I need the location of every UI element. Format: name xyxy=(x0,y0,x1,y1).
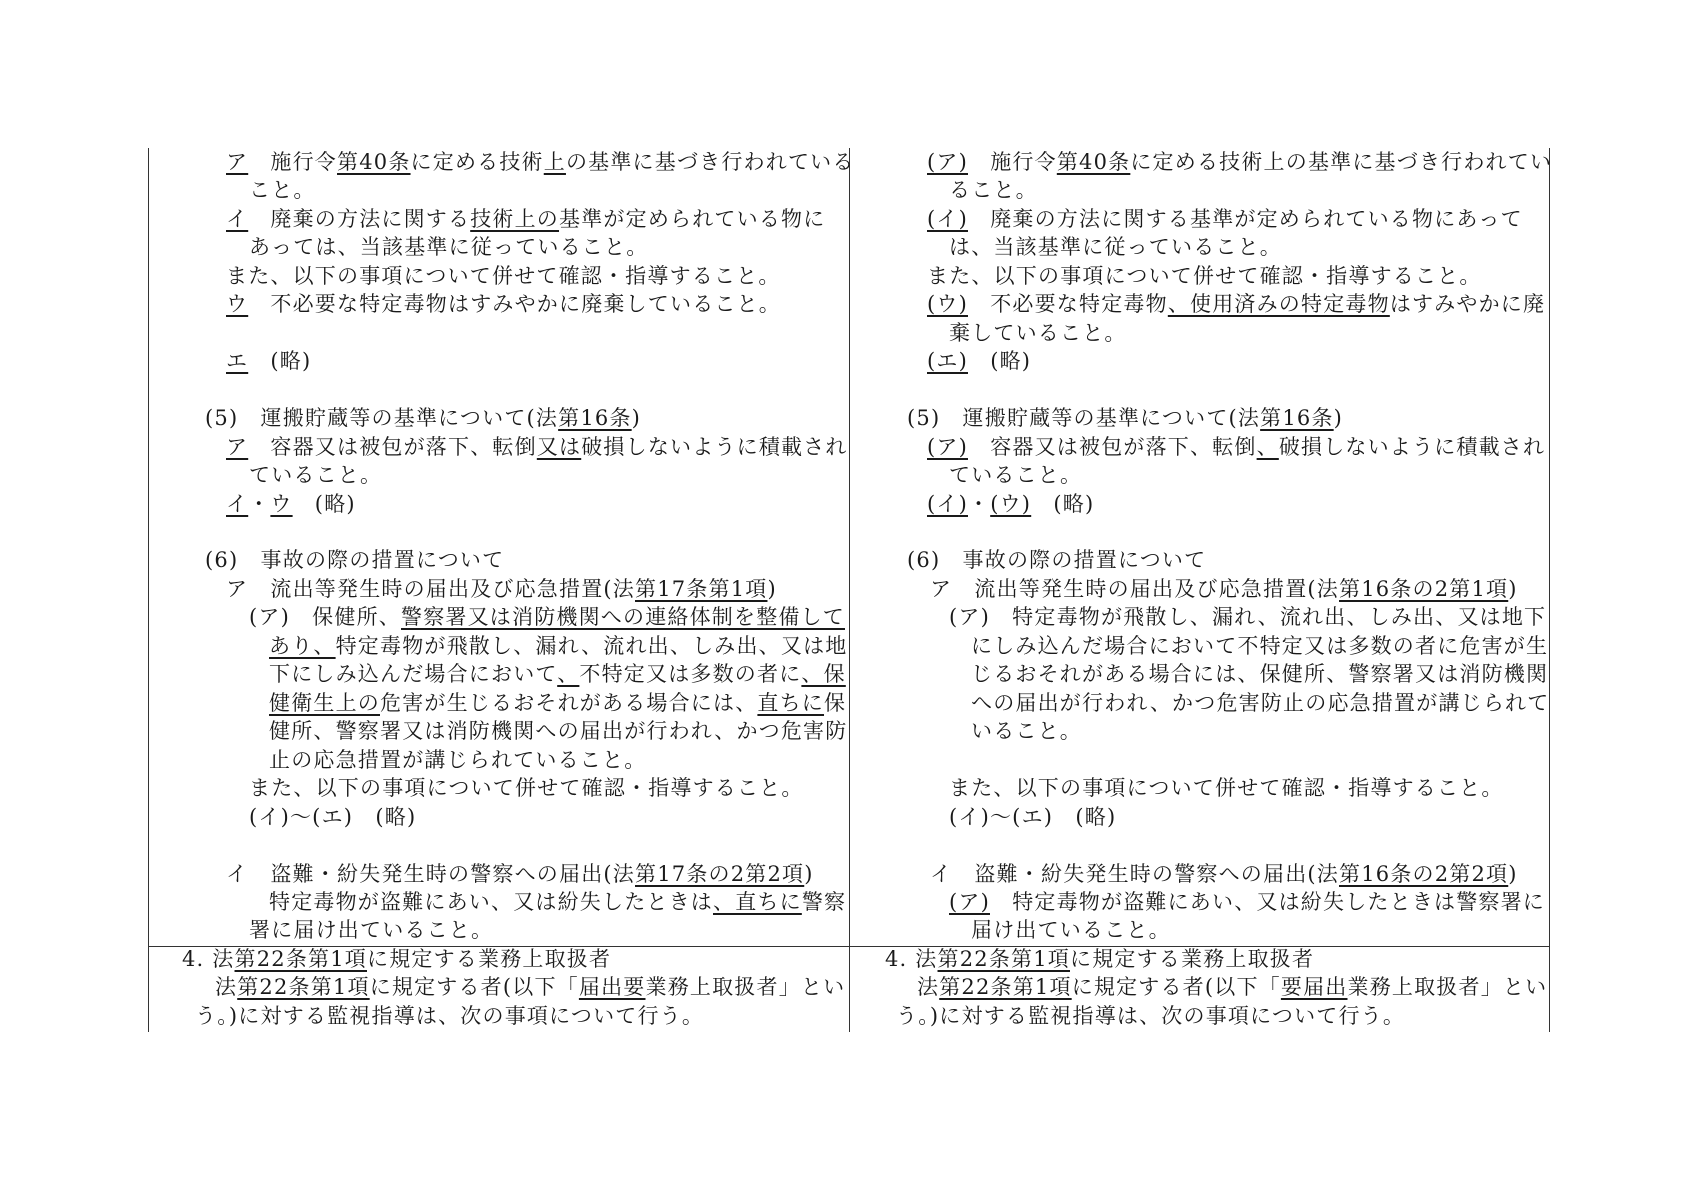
right-text-line xyxy=(927,347,1031,375)
right-text-line xyxy=(917,973,1547,1001)
text-segment: 下にしみ込んだ場合において xyxy=(269,662,558,687)
text-segment: ること。 xyxy=(949,178,1038,203)
amended-text: 直ちに xyxy=(757,690,825,715)
text-segment: 破損しないように積載され xyxy=(581,434,848,459)
text-segment: 警察 xyxy=(801,889,847,914)
text-segment: ) xyxy=(1333,406,1344,431)
amended-text: 技術上の xyxy=(470,206,560,231)
right-text-line xyxy=(927,490,1094,518)
text-segment: 届け出ていること。 xyxy=(971,918,1171,943)
amended-text: イ xyxy=(226,206,249,231)
right-text-line xyxy=(971,660,1548,688)
text-segment: (略) xyxy=(248,349,312,374)
right-text-line xyxy=(927,290,1545,318)
text-segment: に規定する者(以下「 xyxy=(369,975,579,1000)
amended-text: (ア) xyxy=(949,889,990,914)
amended-text: ウ xyxy=(270,491,293,516)
right-text-line xyxy=(927,205,1523,233)
text-segment: に定める技術 xyxy=(410,150,544,174)
amended-text: (イ) xyxy=(927,491,968,516)
amended-text: (ウ) xyxy=(990,491,1032,516)
right-text-line xyxy=(949,461,1082,489)
amended-text: あり、 xyxy=(269,633,336,658)
right-text-line xyxy=(896,1002,1405,1030)
amended-text: 、直ちに xyxy=(713,889,802,914)
amended-text: (エ) xyxy=(927,349,968,374)
right-text-line xyxy=(949,888,1545,916)
text-segment: ていること。 xyxy=(949,463,1083,488)
text-segment: 特定毒物が飛散し、漏れ、流れ出、しみ出、又は地 xyxy=(335,633,848,658)
text-segment: ア 流出等発生時の届出及び応急措置(法 xyxy=(930,576,1339,601)
right-text-line xyxy=(949,176,1038,204)
text-segment: 基準が定められている物に xyxy=(559,206,826,231)
text-segment: 4. 法 xyxy=(885,946,938,971)
text-segment: (イ)～(エ) (略) xyxy=(249,804,417,829)
text-segment: に規定する業務上取扱者 xyxy=(367,946,612,971)
text-segment: 施行令 xyxy=(968,150,1057,174)
text-segment: また、以下の事項について併せて確認・指導すること。 xyxy=(949,776,1504,801)
text-segment: 特定毒物が盗難にあい、又は紛失したときは xyxy=(269,889,713,914)
amended-text: (イ) xyxy=(927,206,968,231)
right-text-line xyxy=(949,803,1116,831)
right-text-line xyxy=(949,603,1546,631)
text-segment: (ア) 保健所、 xyxy=(249,605,401,630)
amended-text: 健衛生上の xyxy=(269,690,380,715)
text-segment: 不必要な特定毒物 xyxy=(968,292,1168,317)
text-segment: う。)に対する監視指導は、次の事項について行う。 xyxy=(195,1003,705,1028)
amended-text: (ウ) xyxy=(927,292,968,317)
text-segment: あっては、当該基準に従っていること。 xyxy=(249,235,649,260)
text-segment: 棄していること。 xyxy=(949,320,1127,345)
text-segment: ていること。 xyxy=(249,463,383,488)
text-segment: にしみ込んだ場合において不特定又は多数の者に危害が生 xyxy=(971,633,1549,658)
amended-text: (ア) xyxy=(927,150,968,174)
text-segment: う。)に対する監視指導は、次の事項について行う。 xyxy=(896,1003,1406,1028)
amended-text: 第22条第1項 xyxy=(237,975,370,1000)
amended-text: 第40条 xyxy=(1056,150,1131,174)
text-segment: への届出が行われ、かつ危害防止の応急措置が講じられて xyxy=(971,690,1550,715)
text-segment: 署に届け出ていること。 xyxy=(249,918,494,943)
text-segment: ・ xyxy=(248,491,271,516)
amended-text: 届出要 xyxy=(578,975,646,1000)
text-segment: また、以下の事項について併せて確認・指導すること。 xyxy=(226,263,781,288)
right-text-line xyxy=(927,262,1482,290)
text-segment: はすみやかに廃 xyxy=(1389,292,1546,317)
text-segment: (略) xyxy=(292,491,356,516)
text-segment: こと。 xyxy=(249,178,316,203)
text-segment: 法 xyxy=(215,975,238,1000)
amended-text: 第22条第1項 xyxy=(937,946,1070,971)
text-segment: じるおそれがある場合には、保健所、警察署又は消防機関 xyxy=(971,662,1549,687)
text-segment: 法 xyxy=(917,975,940,1000)
text-segment: 4. 法 xyxy=(182,946,235,971)
text-segment: ) xyxy=(631,406,642,431)
amended-text: 要届出 xyxy=(1280,975,1348,1000)
text-segment: 容器又は被包が落下、転倒 xyxy=(248,434,537,459)
text-segment: イ 盗難・紛失発生時の警察への届出(法 xyxy=(226,861,635,886)
amended-text: 第22条第1項 xyxy=(234,946,367,971)
text-segment: 施行令 xyxy=(248,150,338,174)
amended-text: 、保 xyxy=(801,662,846,687)
right-text-line xyxy=(927,148,1552,176)
text-segment: 廃棄の方法に関する基準が定められている物にあって xyxy=(968,206,1523,231)
right-text-line xyxy=(971,717,1082,745)
text-segment: (略) xyxy=(1031,491,1095,516)
text-segment: (イ)～(エ) (略) xyxy=(949,804,1117,829)
amended-text: 、使用済みの特定毒物 xyxy=(1167,292,1390,317)
amended-text: ア xyxy=(226,150,249,174)
text-segment: (5) 運搬貯蔵等の基準について(法 xyxy=(907,406,1261,431)
text-segment: 健所、警察署又は消防機関への届出が行われ、かつ危害防 xyxy=(269,719,848,744)
text-segment: 不必要な特定毒物はすみやかに廃棄していること。 xyxy=(248,292,782,317)
text-segment: イ 盗難・紛失発生時の警察への届出(法 xyxy=(930,861,1339,886)
text-segment: (6) 事故の際の措置について xyxy=(205,548,505,573)
right-text-line xyxy=(949,319,1127,347)
text-segment: 不特定又は多数の者に xyxy=(579,662,802,687)
amended-text: エ xyxy=(226,349,249,374)
text-segment: ) xyxy=(767,576,777,601)
text-segment: 止の応急措置が講じられていること。 xyxy=(269,747,647,772)
text-segment: 容器又は被包が落下、転倒 xyxy=(968,434,1257,459)
amended-text: 警察署又は消防機関への連絡体制を整備して xyxy=(401,605,845,630)
amended-text: ウ xyxy=(226,292,249,317)
text-segment: (ア) 特定毒物が飛散し、漏れ、流れ出、しみ出、又は地下 xyxy=(949,605,1547,630)
text-segment: ) xyxy=(804,861,814,886)
text-segment: ) xyxy=(1508,861,1518,886)
amended-text: 第17条第1項 xyxy=(635,576,768,601)
right-text-line xyxy=(907,404,1343,432)
amended-text: 第40条 xyxy=(337,150,411,174)
amended-text: 又は xyxy=(536,434,582,459)
text-segment: いること。 xyxy=(971,719,1082,744)
text-segment: (6) 事故の際の措置について xyxy=(907,548,1207,573)
right-text-line xyxy=(930,860,1518,888)
amended-text: 第16条 xyxy=(1260,406,1334,431)
text-segment: また、以下の事項について併せて確認・指導すること。 xyxy=(927,263,1482,288)
right-text-line xyxy=(927,433,1545,461)
text-segment: ・ xyxy=(968,491,991,516)
right-text-line xyxy=(971,632,1548,660)
text-segment: ) xyxy=(1508,576,1518,601)
right-text-line xyxy=(930,575,1518,603)
text-segment: ア 流出等発生時の届出及び応急措置(法 xyxy=(226,576,635,601)
text-segment: に定める技術上の基準に基づき行われてい xyxy=(1130,150,1553,174)
text-segment: 保 xyxy=(824,690,847,715)
text-segment: また、以下の事項について併せて確認・指導すること。 xyxy=(249,776,804,801)
right-text-line xyxy=(907,546,1206,574)
amended-text: 第17条の2第2項 xyxy=(635,861,805,886)
right-text-line xyxy=(949,774,1504,802)
right-text-line xyxy=(885,945,1314,973)
text-segment: に規定する者(以下「 xyxy=(1071,975,1281,1000)
text-segment: 破損しないように積載され xyxy=(1278,434,1546,459)
amended-text: イ xyxy=(226,491,249,516)
text-segment: 業務上取扱者」とい xyxy=(645,975,846,1000)
text-segment: (5) 運搬貯蔵等の基準について(法 xyxy=(205,406,559,431)
amended-text: ア xyxy=(226,434,249,459)
text-segment: 業務上取扱者」とい xyxy=(1347,975,1548,1000)
amended-text: 第16条の2第1項 xyxy=(1339,576,1509,601)
text-segment: 危害が生じるおそれがある場合には、 xyxy=(380,690,758,715)
text-segment: に規定する業務上取扱者 xyxy=(1070,946,1315,971)
text-segment: の基準に基づき行われている xyxy=(565,150,855,174)
text-segment: は、当該基準に従っていること。 xyxy=(949,235,1282,260)
right-text-line xyxy=(971,916,1171,944)
amended-text: (ア) xyxy=(927,434,968,459)
text-segment: 特定毒物が盗難にあい、又は紛失したときは警察署に xyxy=(990,889,1545,914)
amended-text: 第22条第1項 xyxy=(939,975,1072,1000)
amended-text: 第16条 xyxy=(558,406,632,431)
right-text-line xyxy=(971,689,1549,717)
text-segment: 廃棄の方法に関する xyxy=(248,206,471,231)
text-segment: (略) xyxy=(968,349,1032,374)
right-text-line xyxy=(949,233,1282,261)
amended-text: 第16条の2第2項 xyxy=(1339,861,1509,886)
amended-text: 、 xyxy=(557,662,580,687)
amended-text: 上 xyxy=(543,150,566,174)
amended-text: 、 xyxy=(1256,434,1279,459)
